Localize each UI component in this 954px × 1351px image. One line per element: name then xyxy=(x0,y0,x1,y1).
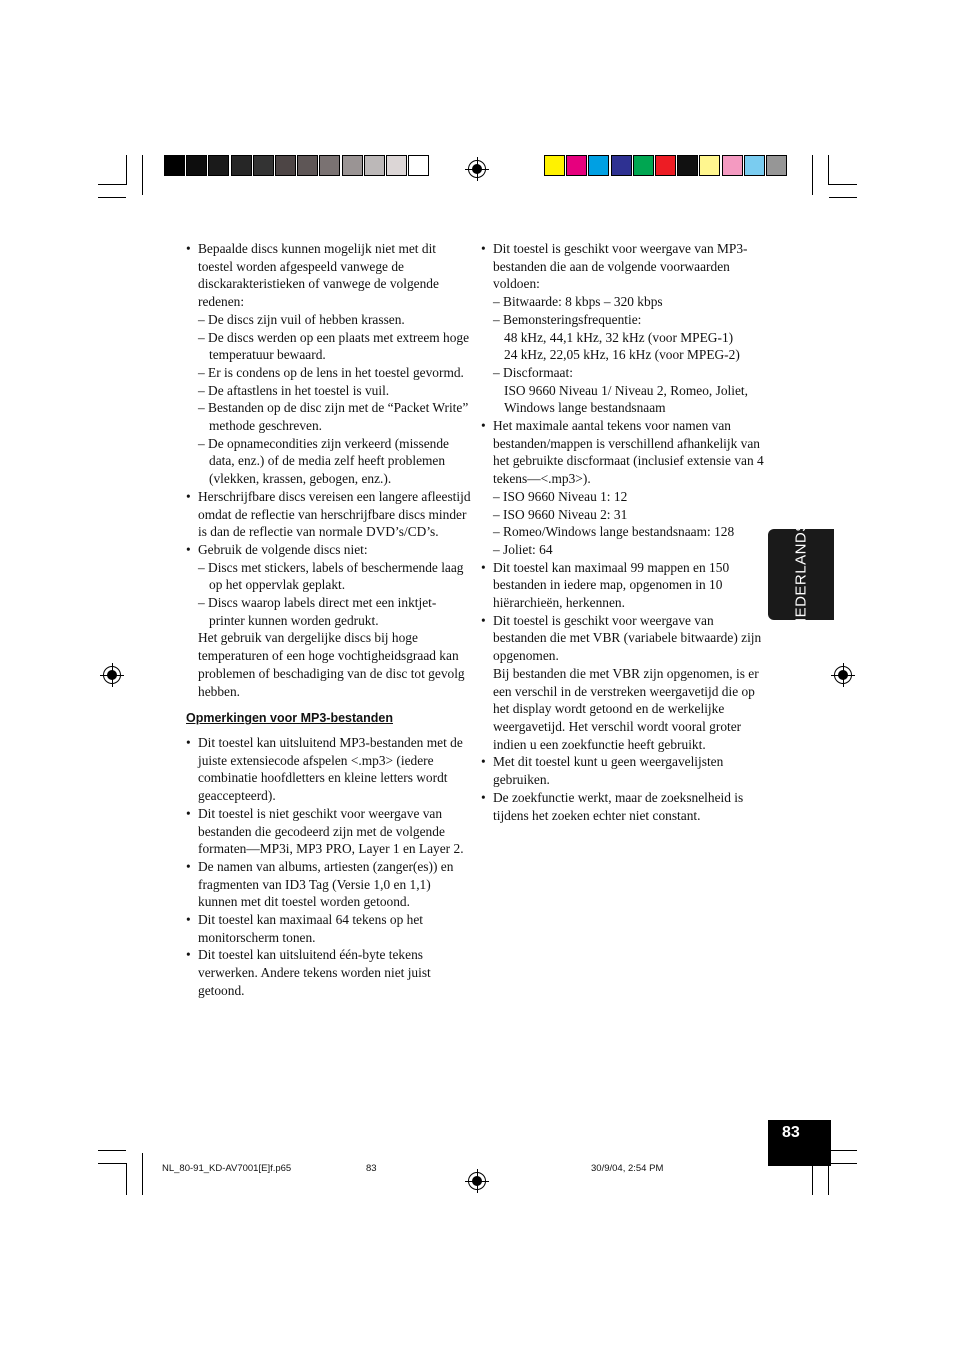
footer-page: 83 xyxy=(366,1163,377,1174)
color-swatch xyxy=(275,155,296,176)
color-swatch xyxy=(677,155,698,176)
list-item: • Bepaalde discs kunnen mogelijk niet met dit toestel worden afgespeeld vanwege de disckarakteristieken of vanwege de volgende redenen: xyxy=(186,240,471,311)
list-item: – Bemonsteringsfrequentie: xyxy=(493,311,642,327)
list-item: ISO 9660 Niveau 1/ Niveau 2, Romeo, Joliet, Windows lange bestandsnaam xyxy=(504,382,748,416)
list-item: – Bestanden op de disc zijn met de “Packet Write” methode geschreven. xyxy=(198,400,469,434)
list-item: – Romeo/Windows lange bestandsnaam: 128 xyxy=(493,524,735,540)
list-item: – Er is condens op de lens in het toestel gevormd. xyxy=(198,364,464,380)
language-tab xyxy=(768,520,834,629)
section-heading: Opmerkingen voor MP3-bestanden xyxy=(186,711,393,726)
color-swatch xyxy=(544,155,565,176)
crop-mark xyxy=(829,1163,857,1164)
list-item: – Discs met stickers, labels of beschermende laag op het oppervlak geplakt. xyxy=(198,559,464,593)
crop-mark xyxy=(142,1153,143,1195)
list-item: • Dit toestel kan uitsluitend MP3-bestanden met de juiste extensiecode afspelen <.mp3> (iedere combinatie hoofdletters en kleine letters wordt geaccepteerd). xyxy=(186,734,471,805)
crop-mark xyxy=(812,155,813,195)
color-swatch xyxy=(744,155,765,176)
list-item: • Het maximale aantal tekens voor namen van bestanden/mappen is verschillend afhankelijk van het gebruikte discformaat (inclusief extensie van 4 tekens—<.mp3>). xyxy=(481,417,766,488)
page-number: 83 xyxy=(782,1124,800,1141)
list-item: – De discs zijn vuil of hebben krassen. xyxy=(198,311,405,327)
list-item: • Dit toestel is geschikt voor weergave van bestanden die met VBR (variabele bitwaarde) zijn opgenomen. xyxy=(481,612,766,665)
list-item: – Discformaat: xyxy=(493,364,573,380)
list-item: • Dit toestel kan maximaal 99 mappen en 150 bestanden in iedere map, opgenomen in 10 hiërarchieën, herkennen. xyxy=(481,559,766,612)
list-item: – De opnamecondities zijn verkeerd (missende data, enz.) of de media zelf heeft problemen (vlekken, krassen, gebogen, enz.). xyxy=(198,435,449,487)
list-item: – ISO 9660 Niveau 2: 31 xyxy=(493,506,628,522)
left-list xyxy=(186,240,471,700)
list-item: • Dit toestel is niet geschikt voor weergave van bestanden die gecodeerd zijn met de volgende formaten—MP3i, MP3 PRO, Layer 1 en Layer 2. xyxy=(186,805,471,858)
list-item: • De namen van albums, artiesten (zanger(es)) en fragmenten van ID3 Tag (Versie 1,0 en 1,1) kunnen met dit toestel worden getoond. xyxy=(186,858,471,911)
list-item: Bij bestanden die met VBR zijn opgenomen, is er een verschil in de verstreken weergavetijd die op het display wordt getoond en de werkelijke weergavetijd. Het verschil wordt vooral groter indien u een zoekfunctie heeft gebruikt. xyxy=(493,665,759,752)
list-item: – De discs werden op een plaats met extreem hoge temperatuur bewaard. xyxy=(198,329,470,363)
mp3-notes-list xyxy=(186,734,471,1000)
crop-mark xyxy=(828,1163,829,1195)
footer-date: 30/9/04, 2:54 PM xyxy=(591,1163,664,1174)
list-item: • Gebruik de volgende discs niet: xyxy=(186,541,471,559)
color-swatch xyxy=(253,155,274,176)
color-swatch xyxy=(566,155,587,176)
list-item: • Dit toestel kan uitsluitend één-byte tekens verwerken. Andere tekens worden niet juist getoond. xyxy=(186,946,471,999)
list-item: – Discs waarop labels direct met een inktjet-printer kunnen worden gedrukt. xyxy=(198,595,437,628)
list-item: 48 kHz, 44,1 kHz, 32 kHz (voor MPEG-1) xyxy=(504,329,734,345)
crop-mark xyxy=(829,1150,857,1151)
color-swatch xyxy=(699,155,720,176)
list-item: • Dit toestel kan maximaal 64 tekens op het monitorscherm tonen. xyxy=(186,911,471,946)
crop-mark xyxy=(98,197,126,198)
color-swatch xyxy=(208,155,229,176)
registration-mark-icon xyxy=(103,666,121,684)
color-swatch xyxy=(164,155,185,176)
list-item: • Dit toestel is geschikt voor weergave van MP3-bestanden die aan de volgende voorwaarden voldoen: xyxy=(481,240,766,293)
color-swatch xyxy=(655,155,676,176)
crop-mark xyxy=(98,1150,126,1151)
color-swatch xyxy=(633,155,654,176)
crop-mark xyxy=(126,155,127,185)
page-number-box xyxy=(768,1120,831,1166)
color-swatch xyxy=(611,155,632,176)
registration-mark-icon xyxy=(468,1172,486,1190)
color-swatch xyxy=(186,155,207,176)
crop-mark xyxy=(126,1163,127,1195)
list-item: – De aftastlens in het toestel is vuil. xyxy=(198,382,390,398)
color-swatch xyxy=(766,155,787,176)
color-swatch xyxy=(364,155,385,176)
list-item: 24 kHz, 22,05 kHz, 16 kHz (voor MPEG-2) xyxy=(504,347,740,363)
crop-mark xyxy=(98,1163,126,1164)
language-tab-label: NEDERLANDS xyxy=(792,520,810,629)
color-swatch xyxy=(342,155,363,176)
crop-mark xyxy=(829,184,857,185)
color-swatch xyxy=(319,155,340,176)
list-item: – Bitwaarde: 8 kbps – 320 kbps xyxy=(493,294,663,310)
crop-mark xyxy=(98,184,126,185)
list-item: • De zoekfunctie werkt, maar de zoeksnelheid is tijdens het zoeken echter niet constant. xyxy=(481,789,766,824)
footer-filename: NL_80-91_KD-AV7001[E]f.p65 xyxy=(162,1163,292,1174)
color-swatch xyxy=(297,155,318,176)
color-swatch xyxy=(386,155,407,176)
list-item: Het gebruik van dergelijke discs bij hoge temperaturen of een hoge vochtigheidsgraad kan problemen of beschadiging van de disc tot gevolg hebben. xyxy=(198,630,465,699)
list-item: • Met dit toestel kunt u geen weergavelijsten gebruiken. xyxy=(481,753,766,788)
list-item: – Joliet: 64 xyxy=(493,541,553,557)
right-column xyxy=(481,240,766,824)
left-column xyxy=(186,240,471,1000)
color-swatch xyxy=(408,155,429,176)
color-swatch xyxy=(722,155,743,176)
list-item: – ISO 9660 Niveau 1: 12 xyxy=(493,488,628,504)
crop-mark xyxy=(828,155,829,185)
crop-mark xyxy=(829,197,857,198)
color-swatch xyxy=(588,155,609,176)
registration-mark-icon xyxy=(468,160,486,178)
right-list xyxy=(481,240,766,824)
list-item: • Herschrijfbare discs vereisen een langere afleestijd omdat de reflectie van herschrijfbare discs minder is dan de reflectie van normale DVD’s/CD’s. xyxy=(186,488,471,541)
registration-mark-icon xyxy=(834,666,852,684)
color-swatch xyxy=(231,155,252,176)
crop-mark xyxy=(142,155,143,195)
